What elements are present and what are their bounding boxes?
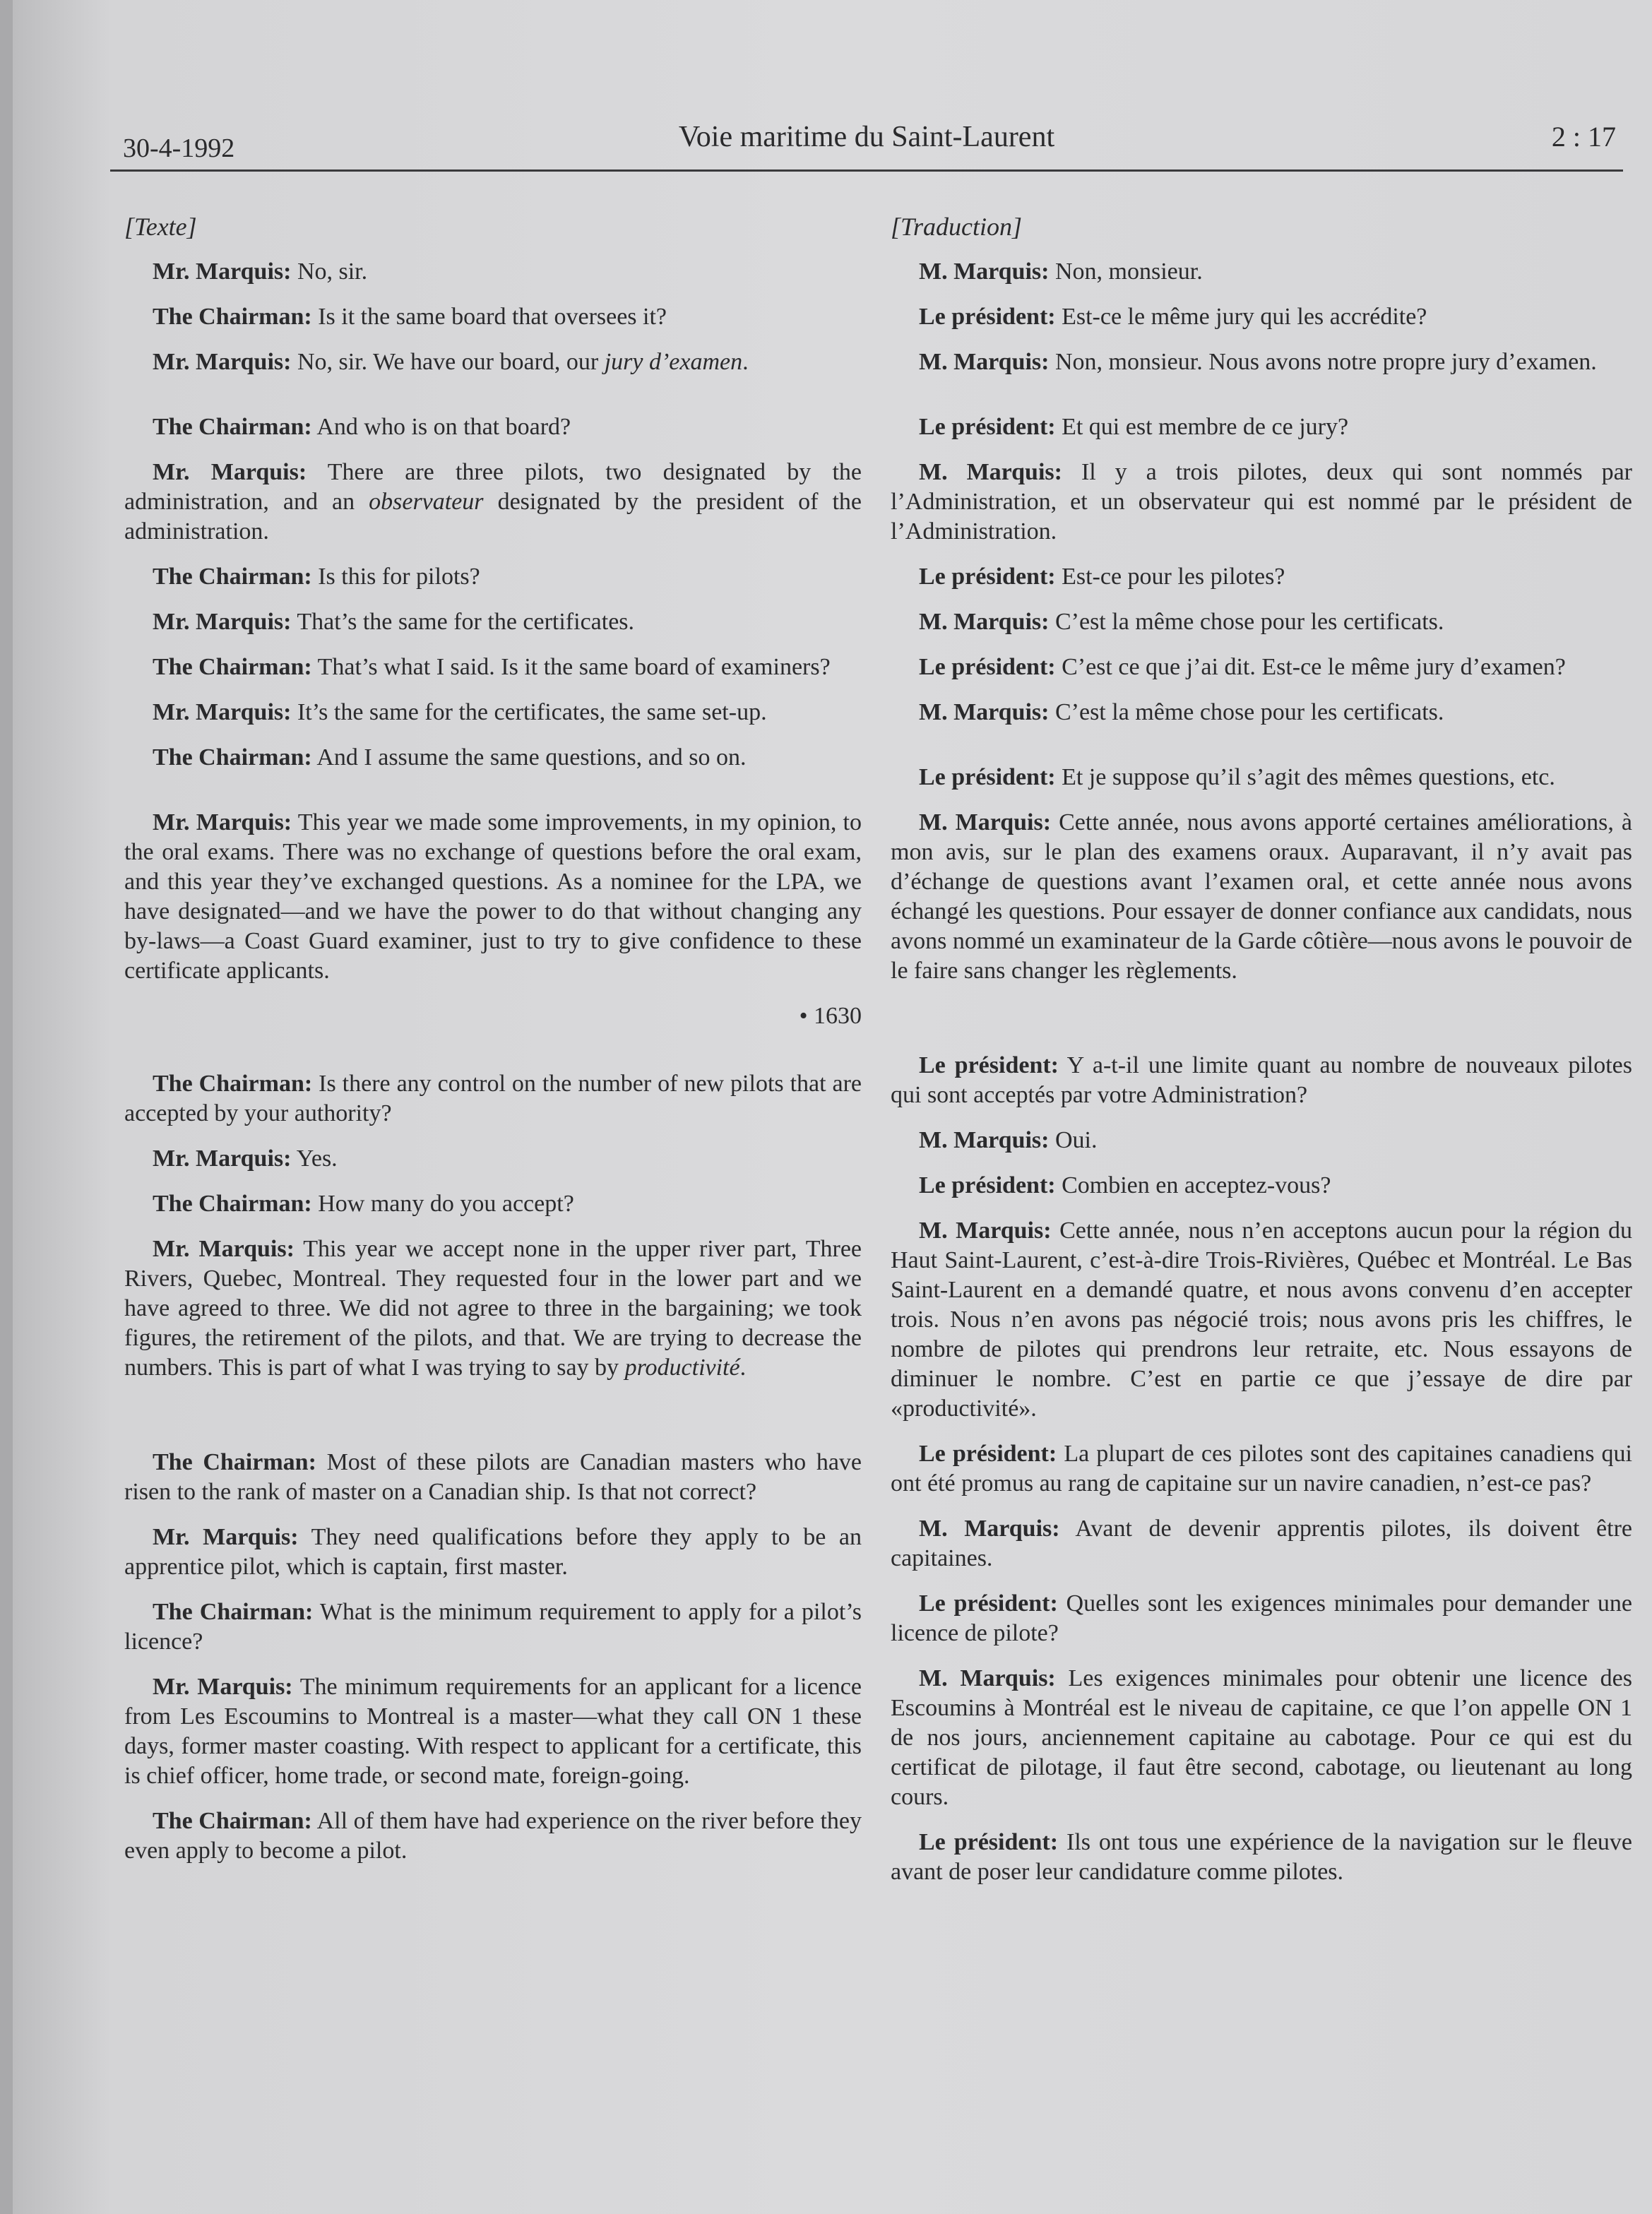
speech-text: All of them have had experience on the river before they even apply to become a pilot.	[124, 1808, 862, 1864]
speech-text: This year we made some improvements, in my opinion, to the oral exams. There was no exchange of questions before the oral exam, and this year they’ve exchanged questions. As a nominee for the LPA, we have designated—and we have the power to do that without changing any by-laws—a Coast Guard examiner, just to try to give confidence to these certificate applicants.	[124, 809, 862, 984]
paragraph	[124, 1069, 862, 1129]
speech-text: La plupart de ces pilotes sont des capitaines canadiens qui ont été promus au rang de capitaine sur un navire canadien, n’est-ce pas?	[891, 1441, 1632, 1496]
paragraph	[891, 1828, 1632, 1887]
italic-term: observateur	[369, 489, 484, 515]
paragraph	[124, 1672, 862, 1791]
right-column	[891, 212, 1632, 1903]
speaker-name: M. Marquis:	[919, 699, 1050, 725]
header-page-number: 2 : 17	[1551, 121, 1616, 153]
speaker-name: The Chairman:	[153, 414, 312, 440]
speaker-name: The Chairman:	[153, 744, 312, 770]
italic-term: productivité	[624, 1355, 740, 1381]
speaker-name: Le président:	[919, 764, 1056, 790]
speaker-name: Le président:	[919, 1829, 1059, 1855]
speaker-name: Mr. Marquis:	[153, 699, 292, 725]
italic-term: jury d’examen	[604, 349, 743, 375]
speaker-name: Mr. Marquis:	[153, 609, 292, 635]
speech-text: Les exigences minimales pour obtenir une licence des Escoumins à Montréal est le niveau de capitaine, ce que l’on appelle ON 1 de nos jours, anciennement capitaine au cabotage. Pour ce qui est du certificat de pilotage, il faut être second, cabotage, ou lieutenant au long cours.	[891, 1665, 1633, 1810]
speaker-name: Mr. Marquis:	[153, 1236, 295, 1262]
speech-text: Is there any control on the number of new pilots that are accepted by your authority?	[124, 1071, 862, 1126]
speech-text: C’est ce que j’ai dit. Est-ce le même jury d’examen?	[1062, 654, 1566, 680]
speaker-name: M. Marquis:	[919, 459, 1062, 485]
paragraph	[891, 562, 1632, 592]
speech-text: No, sir.	[297, 258, 368, 285]
speech-text: Non, monsieur.	[1054, 258, 1203, 285]
paragraph	[891, 458, 1632, 547]
speech-text: This year we accept none in the upper river part, Three Rivers, Quebec, Montreal. They requested four in the lower part and we have agreed to three. We did not agree to three in the bargaining; we took figures, the retirement of the pilots, and that. We are trying to decrease the numbers. This is part of what I was trying to say by	[124, 1236, 862, 1381]
speaker-name: M. Marquis:	[919, 1516, 1060, 1542]
paragraph	[891, 347, 1632, 377]
speaker-name: Mr. Marquis:	[153, 809, 292, 835]
speech-text: Is this for pilots?	[318, 564, 480, 590]
speaker-name: M. Marquis:	[919, 258, 1050, 285]
timestamp: • 1630	[799, 1003, 862, 1029]
speech-text-continued: .	[742, 349, 749, 375]
speech-text: Combien en acceptez-vous?	[1062, 1172, 1331, 1198]
speech-text: Quelles sont les exigences minimales pour demander une licence de pilote?	[891, 1590, 1632, 1646]
speaker-name: M. Marquis:	[919, 609, 1050, 635]
left-column	[124, 212, 862, 1881]
paragraph	[124, 1234, 862, 1383]
speech-text: Oui.	[1054, 1127, 1098, 1153]
speech-text: No, sir. We have our board, our	[297, 349, 599, 375]
paragraph	[124, 458, 862, 547]
paragraph	[891, 698, 1632, 727]
speech-text: What is the minimum requirement to apply for a pilot’s licence?	[124, 1599, 862, 1655]
speech-text: Is it the same board that oversees it?	[318, 304, 667, 330]
paragraph	[124, 1189, 862, 1219]
paragraph	[124, 1807, 862, 1866]
speech-text: How many do you accept?	[318, 1191, 574, 1217]
left-column-tag: [Texte]	[124, 213, 197, 241]
speaker-name: Le président:	[919, 304, 1056, 330]
paragraph	[891, 302, 1632, 332]
paragraph	[891, 763, 1632, 792]
speaker-name: Le président:	[919, 1052, 1059, 1078]
speaker-name: Le président:	[919, 414, 1056, 440]
paragraph	[124, 698, 862, 727]
paragraph	[891, 1051, 1632, 1110]
speech-text: Et je suppose qu’il s’agit des mêmes questions, etc.	[1062, 764, 1555, 790]
paragraph	[891, 257, 1632, 287]
paragraph	[891, 1216, 1632, 1424]
speaker-name: The Chairman:	[153, 1071, 313, 1097]
speech-text-continued: designated by the president of the administration.	[124, 489, 862, 544]
paragraph	[124, 1144, 862, 1174]
speaker-name: Mr. Marquis:	[153, 1145, 292, 1172]
speech-text: Ils ont tous une expérience de la navigation sur le fleuve avant de poser leur candidature comme pilotes.	[891, 1829, 1632, 1885]
paragraph	[891, 1439, 1632, 1499]
paragraph	[124, 653, 862, 682]
speaker-name: The Chairman:	[153, 1808, 312, 1834]
paragraph	[124, 1448, 862, 1507]
speaker-name: M. Marquis:	[919, 349, 1050, 375]
speech-text: And who is on that board?	[316, 414, 571, 440]
speaker-name: The Chairman:	[153, 564, 312, 590]
paragraph	[891, 653, 1632, 682]
speech-text: That’s the same for the certificates.	[297, 609, 635, 635]
speaker-name: The Chairman:	[153, 1449, 316, 1475]
speaker-name: Mr. Marquis:	[153, 1524, 299, 1550]
speech-text: C’est la même chose pour les certificats.	[1054, 609, 1444, 635]
speaker-name: The Chairman:	[153, 654, 312, 680]
speech-text: C’est la même chose pour les certificats.	[1054, 699, 1444, 725]
page	[13, 0, 1652, 2214]
paragraph	[891, 1589, 1632, 1648]
page-header	[110, 120, 1623, 172]
speech-text: Avant de devenir apprentis pilotes, ils doivent être capitaines.	[891, 1516, 1633, 1571]
speaker-name: The Chairman:	[153, 1599, 314, 1625]
speaker-name: Le président:	[919, 1441, 1057, 1467]
speaker-name: Le président:	[919, 654, 1056, 680]
paragraph	[124, 808, 862, 986]
speech-text: Yes.	[296, 1145, 338, 1172]
speech-text: They need qualifications before they apply to be an apprentice pilot, which is captain, first master.	[124, 1524, 862, 1580]
speech-text: Et qui est membre de ce jury?	[1062, 414, 1349, 440]
speaker-name: M. Marquis:	[919, 1665, 1056, 1691]
speech-text: That’s what I said. Is it the same board of examiners?	[317, 654, 831, 680]
paragraph	[891, 412, 1632, 442]
speaker-name: Mr. Marquis:	[153, 1674, 293, 1700]
speech-text: Est-ce le même jury qui les accrédite?	[1062, 304, 1427, 330]
paragraph	[891, 1664, 1632, 1812]
speech-text: The minimum requirements for an applicant for a licence from Les Escoumins to Montreal is a master—what they call ON 1 these days, former master coasting. With respect to applicant for a certificate, this is chief officer, home trade, or second mate, foreign-going.	[124, 1674, 862, 1789]
paragraph	[891, 607, 1632, 637]
speaker-name: Mr. Marquis:	[153, 258, 292, 285]
speaker-name: M. Marquis:	[919, 1218, 1052, 1244]
speech-text: Non, monsieur. Nous avons notre propre jury d’examen.	[1054, 349, 1597, 375]
speech-text: It’s the same for the certificates, the same set-up.	[297, 699, 767, 725]
speaker-name: Le président:	[919, 1590, 1058, 1617]
paragraph	[124, 302, 862, 332]
paragraph	[891, 1171, 1632, 1201]
paragraph	[124, 347, 862, 377]
paragraph	[124, 562, 862, 592]
speech-text: Most of these pilots are Canadian masters who have risen to the rank of master on a Canadian ship. Is that not correct?	[124, 1449, 862, 1505]
speech-text: And I assume the same questions, and so on.	[316, 744, 747, 770]
speaker-name: Mr. Marquis:	[153, 459, 307, 485]
speech-text: Cette année, nous avons apporté certaines améliorations, à mon avis, sur le plan des examens oraux. Auparavant, il n’y avait pas d’échange de questions avant l’examen oral, et cette année nous avons échangé les questions. Pour essayer de donner confiance aux candidats, nous avons nommé un examinateur de la Garde côtière—nous avons le pouvoir de le faire sans changer les règlements.	[891, 809, 1632, 984]
paragraph	[891, 1126, 1632, 1155]
speech-text: Est-ce pour les pilotes?	[1062, 564, 1285, 590]
paragraph	[891, 1514, 1632, 1573]
speech-text: Il y a trois pilotes, deux qui sont nommés par l’Administration, et un observateur qui est nommé par le président de l’Administration.	[891, 459, 1633, 544]
right-column-tag: [Traduction]	[891, 213, 1023, 241]
speech-text: Cette année, nous n’en acceptons aucun pour la région du Haut Saint-Laurent, c’est-à-dire Trois-Rivières, Québec et Montréal. Le Bas Saint-Laurent en a demandé quatre, et nous avons convenu d’en accepter trois. Nous n’en avons pas négocié trois; nous avons pris les chiffres, le nombre de pilotes qui prendrons leur retraite, etc. Nous essayons de diminuer le nombre. C’est en partie ce que j’essaye de dire par «productivité».	[891, 1218, 1632, 1422]
speaker-name: The Chairman:	[153, 1191, 312, 1217]
paragraph	[124, 1597, 862, 1657]
paragraph	[124, 1523, 862, 1582]
paragraph	[124, 743, 862, 773]
paragraph	[124, 607, 862, 637]
paragraph	[124, 257, 862, 287]
speaker-name: Le président:	[919, 564, 1056, 590]
paragraph	[124, 412, 862, 442]
paragraph	[891, 808, 1632, 986]
speaker-name: Mr. Marquis:	[153, 349, 292, 375]
header-date: 30-4-1992	[123, 133, 235, 163]
speaker-name: The Chairman:	[153, 304, 312, 330]
speech-text: Y a-t-il une limite quant au nombre de nouveaux pilotes qui sont acceptés par votre Administration?	[891, 1052, 1632, 1108]
speech-text-continued: .	[739, 1355, 747, 1381]
speaker-name: Le président:	[919, 1172, 1056, 1198]
speaker-name: M. Marquis:	[919, 1127, 1050, 1153]
speaker-name: M. Marquis:	[919, 809, 1052, 835]
speech-text: There are three pilots, two designated by the administration, and an	[124, 459, 862, 515]
header-title: Voie maritime du Saint-Laurent	[678, 121, 1055, 153]
